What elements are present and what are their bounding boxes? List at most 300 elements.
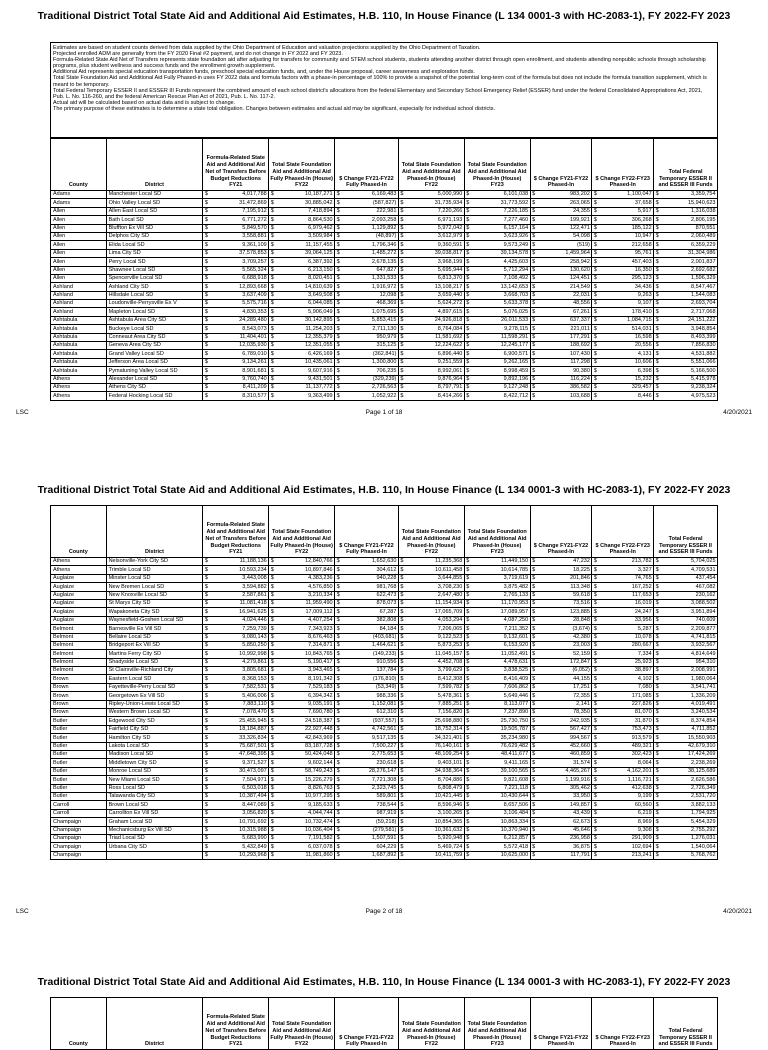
currency-symbol: $ xyxy=(532,308,536,315)
amount-cell: $ 9,361,109 xyxy=(204,241,267,248)
currency-symbol: $ xyxy=(466,608,470,615)
currency-symbol: $ xyxy=(466,317,470,324)
amount-cell: $ 2,008,991 xyxy=(655,667,716,674)
currency-symbol: $ xyxy=(593,275,597,282)
amount-cell: $ 12,035,930 xyxy=(204,342,267,349)
currency-symbol: $ xyxy=(593,835,597,842)
currency-symbol: $ xyxy=(336,191,340,198)
currency-symbol: $ xyxy=(204,292,208,299)
column-header-c5: Total State Foundation Aid and Additional Aid Phased-In (House) FY23 xyxy=(464,506,530,558)
table-row xyxy=(51,700,718,708)
currency-symbol: $ xyxy=(204,392,208,399)
amount-cell: $ 2,765,133 xyxy=(466,591,529,598)
district-cell xyxy=(106,851,203,859)
currency-symbol: $ xyxy=(204,751,208,758)
district-cell: Wapakoneta City SD xyxy=(106,608,203,616)
district-cell: Perry Local SD xyxy=(106,258,203,266)
county-cell: Allen xyxy=(51,207,107,215)
currency-symbol: $ xyxy=(270,292,274,299)
currency-symbol: $ xyxy=(336,359,340,366)
district-cell: Shawnee Local SD xyxy=(106,266,203,274)
amount-cell: $ 8,901,681 xyxy=(204,367,267,374)
currency-symbol: $ xyxy=(400,659,404,666)
currency-symbol: $ xyxy=(400,818,404,825)
currency-symbol: $ xyxy=(593,818,597,825)
currency-symbol: $ xyxy=(593,742,597,749)
currency-symbol: $ xyxy=(336,558,340,565)
district-cell: Hamilton City SD xyxy=(106,734,203,742)
currency-symbol: $ xyxy=(400,633,404,640)
amount-cell: $ 12,245,177 xyxy=(466,342,529,349)
amount-cell: $ 117,791 xyxy=(532,852,590,859)
amount-cell: $ 11,981,860 xyxy=(270,852,333,859)
amount-cell: $ 11,188,136 xyxy=(204,558,267,565)
amount-cell: $ 7,885,251 xyxy=(400,701,463,708)
currency-symbol: $ xyxy=(336,384,340,391)
currency-symbol: $ xyxy=(336,325,340,332)
currency-symbol: $ xyxy=(336,675,340,682)
currency-symbol: $ xyxy=(532,642,536,649)
district-cell: Spencerville Local SD xyxy=(106,274,203,282)
amount-cell: $ 910,556 xyxy=(336,659,397,666)
amount-cell: $ 10,411,759 xyxy=(400,852,463,859)
footer-org: LSC xyxy=(16,908,29,915)
amount-cell: $ 7,108,492 xyxy=(466,275,529,282)
amount-cell: $ 302,423 xyxy=(593,751,652,758)
currency-symbol: $ xyxy=(400,216,404,223)
district-cell: Madison Local SD xyxy=(106,750,203,758)
district-cell: Nelsonville-York City SD xyxy=(106,558,203,566)
currency-symbol: $ xyxy=(532,199,536,206)
county-cell: Allen xyxy=(51,274,107,282)
amount-cell: $ 7,599,782 xyxy=(400,684,463,691)
county-cell: Butler xyxy=(51,750,107,758)
amount-cell: $ 5,633,378 xyxy=(466,300,529,307)
currency-symbol: $ xyxy=(655,625,659,632)
amount-cell: $ 6,359,229 xyxy=(655,241,716,248)
table-row xyxy=(51,207,718,215)
amount-cell: $ 4,087,250 xyxy=(466,617,529,624)
currency-symbol: $ xyxy=(336,241,340,248)
amount-cell: $ 5,712,294 xyxy=(466,266,529,273)
county-cell: Belmont xyxy=(51,658,107,666)
currency-symbol: $ xyxy=(466,768,470,775)
currency-symbol: $ xyxy=(593,793,597,800)
amount-cell: $ 468,369 xyxy=(336,300,397,307)
currency-symbol: $ xyxy=(532,776,536,783)
column-header-c4: Total State Foundation Aid and Additional Aid Phased-In (House) FY22 xyxy=(398,998,464,1050)
currency-symbol: $ xyxy=(532,591,536,598)
amount-cell: $ 4,531,882 xyxy=(655,350,716,357)
district-cell: Minster Local SD xyxy=(106,574,203,582)
currency-symbol: $ xyxy=(655,241,659,248)
currency-symbol: $ xyxy=(400,292,404,299)
currency-symbol: $ xyxy=(400,575,404,582)
currency-symbol: $ xyxy=(466,216,470,223)
amount-cell: $ 11,052,491 xyxy=(466,650,529,657)
amount-cell: $ (6,052) xyxy=(532,667,590,674)
currency-symbol: $ xyxy=(270,325,274,332)
amount-cell: $ 8,446 xyxy=(593,392,652,399)
district-cell: Alexander Local SD xyxy=(106,375,203,383)
amount-cell: $ 2,755,292 xyxy=(655,826,716,833)
amount-cell: $ 612,310 xyxy=(336,709,397,716)
amount-cell: $ 9,360,591 xyxy=(400,241,463,248)
currency-symbol: $ xyxy=(466,275,470,282)
currency-symbol: $ xyxy=(270,625,274,632)
currency-symbol: $ xyxy=(655,216,659,223)
currency-symbol: $ xyxy=(655,208,659,215)
currency-symbol: $ xyxy=(593,233,597,240)
amount-cell: $ 2,093,258 xyxy=(336,216,397,223)
amount-cell: $ 213,782 xyxy=(593,558,652,565)
amount-cell: $ 7,856,830 xyxy=(655,342,716,349)
amount-cell: $ 8,969 xyxy=(593,818,652,825)
currency-symbol: $ xyxy=(270,633,274,640)
currency-symbol: $ xyxy=(204,742,208,749)
amount-cell: $ 227,826 xyxy=(593,701,652,708)
amount-cell: $ 11,235,368 xyxy=(400,558,463,565)
currency-symbol: $ xyxy=(270,558,274,565)
currency-symbol: $ xyxy=(466,793,470,800)
amount-cell: $ (329,239) xyxy=(336,375,397,382)
currency-symbol: $ xyxy=(336,701,340,708)
amount-cell: $ 315,125 xyxy=(336,342,397,349)
amount-cell: $ 24,926,818 xyxy=(400,317,463,324)
table-row xyxy=(51,199,718,207)
currency-symbol: $ xyxy=(466,709,470,716)
amount-cell: $ 3,659,440 xyxy=(400,292,463,299)
currency-symbol: $ xyxy=(400,835,404,842)
column-header-c4: Total State Foundation Aid and Additional Aid Phased-In (House) FY22 xyxy=(398,506,464,558)
amount-cell: $ 4,814,649 xyxy=(655,650,716,657)
currency-symbol: $ xyxy=(532,224,536,231)
currency-symbol: $ xyxy=(466,250,470,257)
currency-symbol: $ xyxy=(204,566,208,573)
amount-cell: $ 73,516 xyxy=(532,600,590,607)
amount-cell: $ 1,544,083 xyxy=(655,292,716,299)
amount-cell: $ 37,578,853 xyxy=(204,250,267,257)
currency-symbol: $ xyxy=(204,325,208,332)
amount-cell: $ 7,259,739 xyxy=(204,625,267,632)
table-row xyxy=(51,742,718,750)
amount-cell: $ (403,681) xyxy=(336,633,397,640)
amount-cell: $ 9,892,196 xyxy=(466,375,529,382)
district-cell: Bluffton Ex Vill SD xyxy=(106,224,203,232)
amount-cell: $ 3,708,230 xyxy=(400,583,463,590)
currency-symbol: $ xyxy=(400,308,404,315)
amount-cell: $ 5,575,716 xyxy=(204,300,267,307)
currency-symbol: $ xyxy=(466,759,470,766)
currency-symbol: $ xyxy=(532,633,536,640)
amount-cell: $ 185,122 xyxy=(593,224,652,231)
note: Projected enrolled ADM are generally from the FY 2020 Final #2 payment, and do not change in FY 2022 and FY 2023. xyxy=(53,51,343,58)
table-row xyxy=(51,725,718,733)
currency-symbol: $ xyxy=(532,216,536,223)
amount-cell: $ 1,116,721 xyxy=(593,776,652,783)
currency-symbol: $ xyxy=(400,375,404,382)
amount-cell: $ (587,827) xyxy=(336,199,397,206)
amount-cell: $ 31,574 xyxy=(532,759,590,766)
currency-symbol: $ xyxy=(593,325,597,332)
currency-symbol: $ xyxy=(655,717,659,724)
amount-cell: $ 12,098 xyxy=(336,292,397,299)
amount-cell: $ 3,100,265 xyxy=(400,810,463,817)
currency-symbol: $ xyxy=(593,283,597,290)
currency-symbol: $ xyxy=(204,300,208,307)
currency-symbol: $ xyxy=(593,367,597,374)
currency-symbol: $ xyxy=(532,334,536,341)
currency-symbol: $ xyxy=(593,199,597,206)
currency-symbol: $ xyxy=(400,852,404,859)
amount-cell: $ 5,768,762 xyxy=(655,852,716,859)
currency-symbol: $ xyxy=(655,591,659,598)
currency-symbol: $ xyxy=(270,375,274,382)
amount-cell: $ 5,972,042 xyxy=(400,224,463,231)
amount-cell: $ 6,213,150 xyxy=(270,266,333,273)
currency-symbol: $ xyxy=(466,667,470,674)
amount-cell: $ 6,813,370 xyxy=(400,275,463,282)
amount-cell: $ 16,019 xyxy=(593,600,652,607)
currency-symbol: $ xyxy=(204,308,208,315)
header-row xyxy=(51,139,718,191)
currency-symbol: $ xyxy=(655,308,659,315)
currency-symbol: $ xyxy=(400,233,404,240)
amount-cell: $ 10,370,940 xyxy=(466,826,529,833)
currency-symbol: $ xyxy=(466,375,470,382)
currency-symbol: $ xyxy=(532,701,536,708)
district-cell: Middletown City SD xyxy=(106,759,203,767)
amount-cell: $ 50,424,048 xyxy=(270,751,333,758)
currency-symbol: $ xyxy=(466,818,470,825)
amount-cell: $ 38,897 xyxy=(593,667,652,674)
currency-symbol: $ xyxy=(204,835,208,842)
district-cell: Bridgeport Ex Vill SD xyxy=(106,641,203,649)
county-cell: Butler xyxy=(51,767,107,775)
table-row xyxy=(51,667,718,675)
currency-symbol: $ xyxy=(466,224,470,231)
currency-symbol: $ xyxy=(593,359,597,366)
amount-cell: $ 382,808 xyxy=(336,617,397,624)
currency-symbol: $ xyxy=(532,659,536,666)
amount-cell: $ 28,848 xyxy=(532,617,590,624)
amount-cell: $ 2,711,130 xyxy=(336,325,397,332)
currency-symbol: $ xyxy=(466,734,470,741)
amount-cell: $ 8,764,084 xyxy=(400,325,463,332)
amount-cell: $ 5,551,066 xyxy=(655,359,716,366)
amount-cell: $ 12,351,055 xyxy=(270,342,333,349)
district-cell: New Knoxville Local SD xyxy=(106,591,203,599)
amount-cell: $ 149,857 xyxy=(532,801,590,808)
currency-symbol: $ xyxy=(532,759,536,766)
amount-cell: $ 2,141 xyxy=(532,701,590,708)
currency-symbol: $ xyxy=(466,717,470,724)
amount-cell: $ 3,968,199 xyxy=(400,258,463,265)
column-header-c7: $ Change FY22-FY23 Phased-In xyxy=(592,998,654,1050)
currency-symbol: $ xyxy=(655,392,659,399)
currency-symbol: $ xyxy=(593,709,597,716)
amount-cell: $ 2,209,877 xyxy=(655,625,716,632)
aid-table xyxy=(50,138,718,401)
amount-cell: $ 7,078,470 xyxy=(204,709,267,716)
amount-cell: $ 34,938,364 xyxy=(400,768,463,775)
district-cell: Urbana City SD xyxy=(106,843,203,851)
currency-symbol: $ xyxy=(204,558,208,565)
currency-symbol: $ xyxy=(270,216,274,223)
district-cell: Graham Local SD xyxy=(106,818,203,826)
currency-symbol: $ xyxy=(204,608,208,615)
amount-cell: $ 236,958 xyxy=(532,835,590,842)
amount-cell: $ 706,235 xyxy=(336,367,397,374)
amount-cell: $ 8,493,399 xyxy=(655,334,716,341)
currency-symbol: $ xyxy=(655,659,659,666)
amount-cell: $ 7,080 xyxy=(593,684,652,691)
currency-symbol: $ xyxy=(400,650,404,657)
amount-cell: $ 2,060,489 xyxy=(655,233,716,240)
amount-cell: $ 34,321,401 xyxy=(400,734,463,741)
currency-symbol: $ xyxy=(655,801,659,808)
amount-cell: $ 212,658 xyxy=(593,241,652,248)
amount-cell: $ 7,690,780 xyxy=(270,709,333,716)
amount-cell: $ 47,648,395 xyxy=(204,751,267,758)
district-cell: Fayetteville-Perry Local SD xyxy=(106,683,203,691)
currency-symbol: $ xyxy=(466,852,470,859)
currency-symbol: $ xyxy=(655,317,659,324)
currency-symbol: $ xyxy=(655,350,659,357)
currency-symbol: $ xyxy=(655,776,659,783)
county-cell: Carroll xyxy=(51,809,107,817)
currency-symbol: $ xyxy=(593,701,597,708)
currency-symbol: $ xyxy=(204,617,208,624)
amount-cell: $ 1,052,922 xyxy=(336,392,397,399)
table-row xyxy=(51,283,718,291)
amount-cell: $ 329,457 xyxy=(593,384,652,391)
amount-cell: $ 9,371,527 xyxy=(204,759,267,766)
amount-cell: $ 7,334 xyxy=(593,650,652,657)
amount-cell: $ (59,218) xyxy=(336,818,397,825)
currency-symbol: $ xyxy=(655,325,659,332)
amount-cell: $ 1,129,892 xyxy=(336,224,397,231)
currency-symbol: $ xyxy=(593,342,597,349)
currency-symbol: $ xyxy=(336,375,340,382)
currency-symbol: $ xyxy=(204,258,208,265)
amount-cell: $ 24,151,222 xyxy=(655,317,716,324)
column-header-c2: Total State Foundation Aid and Additional Aid Fully Phased-In (House) FY22 xyxy=(269,139,335,191)
currency-symbol: $ xyxy=(466,701,470,708)
amount-cell: $ 2,692,682 xyxy=(655,266,716,273)
currency-symbol: $ xyxy=(336,317,340,324)
amount-cell: $ 113,348 xyxy=(532,583,590,590)
amount-cell: $ 75,687,501 xyxy=(204,742,267,749)
amount-cell: $ 10,897,846 xyxy=(270,566,333,573)
table-row xyxy=(51,809,718,817)
district-cell: Elida Local SD xyxy=(106,241,203,249)
district-cell: St Marys City SD xyxy=(106,599,203,607)
district-cell: Carrollton Ex Vill SD xyxy=(106,809,203,817)
table-row xyxy=(51,616,718,624)
county-cell: Ashtabula xyxy=(51,367,107,375)
currency-symbol: $ xyxy=(593,583,597,590)
currency-symbol: $ xyxy=(532,292,536,299)
table-row xyxy=(51,818,718,826)
amount-cell: $ 3,932,567 xyxy=(655,642,716,649)
currency-symbol: $ xyxy=(400,810,404,817)
amount-cell: $ 33,950 xyxy=(532,793,590,800)
currency-symbol: $ xyxy=(532,317,536,324)
amount-cell: $ 1,507,591 xyxy=(336,835,397,842)
table-row xyxy=(51,834,718,842)
table-row xyxy=(51,851,718,859)
currency-symbol: $ xyxy=(400,384,404,391)
amount-cell: $ 8,676,463 xyxy=(270,633,333,640)
amount-cell: $ 8,412,308 xyxy=(400,675,463,682)
currency-symbol: $ xyxy=(204,826,208,833)
currency-symbol: $ xyxy=(532,793,536,800)
currency-symbol: $ xyxy=(336,392,340,399)
amount-cell: $ 67,287 xyxy=(336,608,397,615)
district-cell: St Clairsville-Richland City xyxy=(106,667,203,675)
currency-symbol: $ xyxy=(466,642,470,649)
amount-cell: $ 6,503,018 xyxy=(204,784,267,791)
currency-symbol: $ xyxy=(532,558,536,565)
currency-symbol: $ xyxy=(336,608,340,615)
currency-symbol: $ xyxy=(532,717,536,724)
currency-symbol: $ xyxy=(466,199,470,206)
amount-cell: $ 8,414,266 xyxy=(400,392,463,399)
currency-symbol: $ xyxy=(336,759,340,766)
amount-cell: $ 5,469,724 xyxy=(400,843,463,850)
amount-cell: $ 412,638 xyxy=(593,784,652,791)
amount-cell: $ 137,784 xyxy=(336,667,397,674)
amount-cell: $ 11,449,150 xyxy=(466,558,529,565)
amount-cell: $ 17,009,112 xyxy=(270,608,333,615)
amount-cell: $ (362,841) xyxy=(336,350,397,357)
county-cell: Belmont xyxy=(51,633,107,641)
amount-cell: $ 994,567 xyxy=(532,734,590,741)
currency-symbol: $ xyxy=(593,250,597,257)
table-row xyxy=(51,241,718,249)
amount-cell: $ 15,940,623 xyxy=(655,199,716,206)
table-row xyxy=(51,650,718,658)
district-cell: Lakota Local SD xyxy=(106,742,203,750)
note: The primary purpose of these estimates is to determine a state total obligation. Changes between estimates and actual aid may be significant, especially for individual school districts. xyxy=(53,105,496,112)
currency-symbol: $ xyxy=(400,826,404,833)
amount-cell: $ 4,102 xyxy=(593,675,652,682)
currency-symbol: $ xyxy=(532,801,536,808)
currency-symbol: $ xyxy=(400,591,404,598)
amount-cell: $ 39,064,125 xyxy=(270,250,333,257)
currency-symbol: $ xyxy=(204,583,208,590)
currency-symbol: $ xyxy=(270,367,274,374)
currency-symbol: $ xyxy=(400,642,404,649)
amount-cell: $ 913,579 xyxy=(593,734,652,741)
table-row xyxy=(51,599,718,607)
currency-symbol: $ xyxy=(400,675,404,682)
amount-cell: $ 10,421,445 xyxy=(400,793,463,800)
district-cell: Loudonville-Perrysville Ex V xyxy=(106,300,203,308)
table-row xyxy=(51,784,718,792)
currency-symbol: $ xyxy=(270,199,274,206)
amount-cell: $ 3,443,008 xyxy=(204,575,267,582)
aid-table xyxy=(50,505,718,860)
county-cell: Adams xyxy=(51,199,107,207)
currency-symbol: $ xyxy=(655,759,659,766)
currency-symbol: $ xyxy=(400,843,404,850)
amount-cell: $ 1,980,064 xyxy=(655,675,716,682)
currency-symbol: $ xyxy=(466,684,470,691)
currency-symbol: $ xyxy=(204,650,208,657)
amount-cell: $ 31,735,934 xyxy=(400,199,463,206)
